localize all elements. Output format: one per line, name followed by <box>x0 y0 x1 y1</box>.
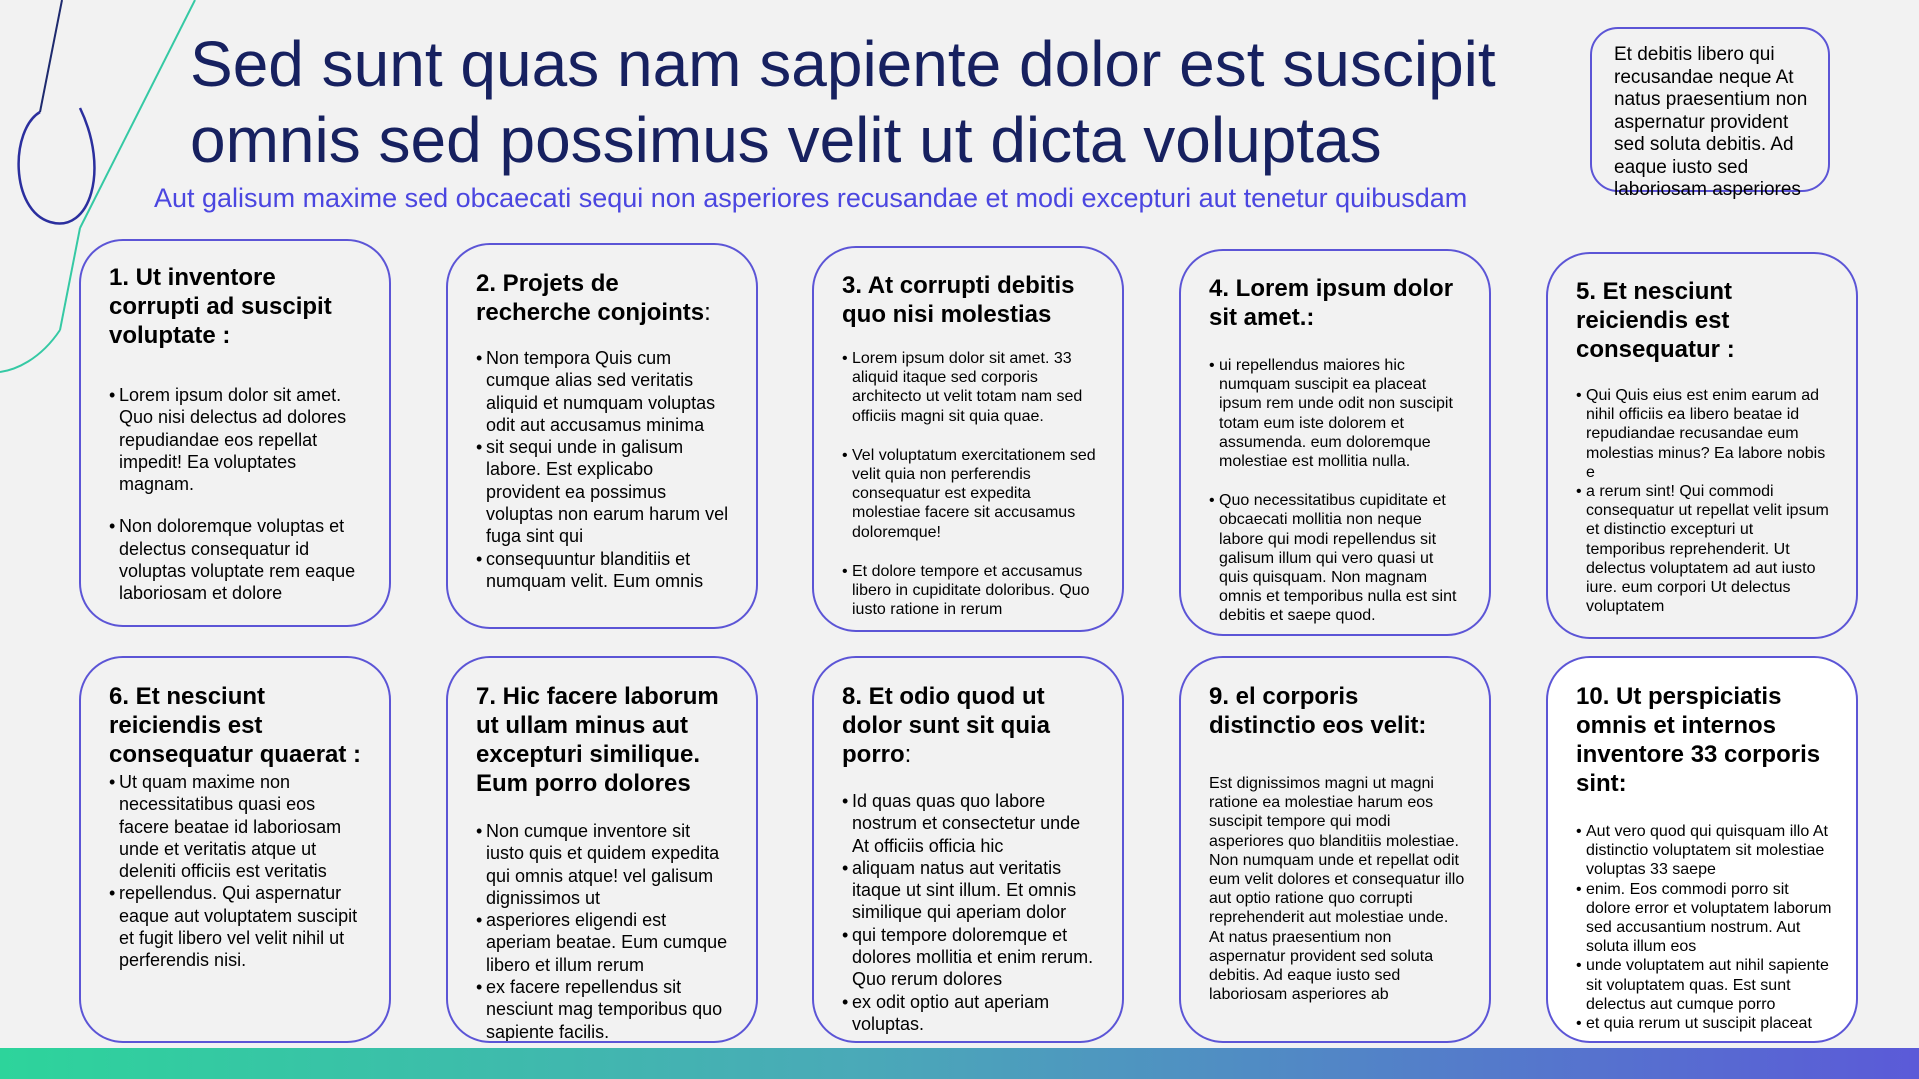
list-item: • Lorem ipsum dolor sit amet. 33 aliquid itaque sed corporis architecto ut velit totam nam sed officiis magni sit quia quae. <box>842 349 1098 426</box>
note-box: Et debitis libero qui recusandae neque At natus praesentium non aspernatur provident sed soluta debitis. Ad eaque iusto sed laboriosam asperiores <box>1590 27 1830 192</box>
card-5 <box>1546 252 1858 639</box>
card-8 <box>812 656 1124 1043</box>
card-title: 6. Et nesciunt reiciendis est consequatur quaerat : <box>109 683 362 768</box>
list-item: • asperiores eligendi est aperiam beatae. Eum cumque libero et illum rerum <box>476 909 732 976</box>
list-item: • enim. Eos commodi porro sit dolore error et voluptatem laborum sed accusantium nostrum. Aut soluta illum eos <box>1576 880 1832 957</box>
list-item: • Et dolore tempore et accusamus libero in cupiditate doloribus. Quo iusto ratione in rerum <box>842 562 1098 620</box>
card-6 <box>79 656 391 1043</box>
list-item: • sit sequi unde in galisum labore. Est explicabo provident ea possimus voluptas non earum harum vel fuga sint qui <box>476 436 732 547</box>
list-item: • Lorem ipsum dolor sit amet. Quo nisi delectus ad dolores repudiandae eos repellat impedit! Ea voluptates magnam. <box>109 384 365 495</box>
card-title: 3. At corrupti debitis quo nisi molestias <box>842 272 1075 328</box>
card-2 <box>446 243 758 629</box>
card-list <box>109 771 365 972</box>
list-item: • Qui Quis eius est enim earum ad nihil officiis ea libero beatae id repudiandae recusandae eum molestias minus? Ea labore nobis e <box>1576 386 1832 482</box>
list-item: • unde voluptatem aut nihil sapiente sit voluptatem quas. Est sunt delectus aut cumque porro <box>1576 956 1832 1014</box>
list-item: • a rerum sint! Qui commodi consequatur ut repellat velit ipsum et distinctio excepturi ut temporibus reprehenderit. Ut delectus voluptatem ad aut iusto iure. eum corpori Ut delectus voluptatem <box>1576 482 1832 616</box>
list-item: • ex facere repellendus sit nesciunt mag temporibus quo sapiente facilis. <box>476 976 732 1043</box>
card-9 <box>1179 656 1491 1043</box>
card-title: 2. Projets de recherche conjoints: <box>476 270 711 326</box>
bottom-gradient-bar <box>0 1048 1919 1079</box>
list-item: • Quo necessitatibus cupiditate et obcaecati mollitia non neque labore qui modi repellendus sit galisum illum qui vero quasi ut quis quisquam. Non magnam omnis et temporibus nulla est sint debitis et saepe quod. <box>1209 491 1465 625</box>
card-title: 4. Lorem ipsum dolor sit amet.: <box>1209 275 1454 331</box>
list-item: • Vel voluptatum exercitationem sed velit quia non perferendis consequatur est expedita molestiae facere sit accusamus doloremque! <box>842 446 1098 542</box>
card-list <box>109 384 365 605</box>
list-item: • Id quas quas quo labore nostrum et consectetur unde At officiis officia hic <box>842 790 1098 857</box>
card-list <box>1576 386 1832 616</box>
card-list <box>476 347 732 592</box>
list-item: • Aut vero quod qui quisquam illo At distinctio voluptatem sit molestiae voluptas 33 saepe <box>1576 822 1832 880</box>
card-list <box>476 820 732 1043</box>
list-item: • qui tempore doloremque et dolores mollitia et enim rerum. Quo rerum dolores <box>842 924 1098 991</box>
page-title: Sed sunt quas nam sapiente dolor est suscipit omnis sed possimus velit ut dicta voluptas <box>190 28 1496 176</box>
list-item: • Non cumque inventore sit iusto quis et quidem expedita qui omnis atque! vel galisum dignissimos ut <box>476 820 732 909</box>
card-title: 8. Et odio quod ut dolor sunt sit quia porro: <box>842 683 1050 768</box>
card-list <box>842 790 1098 1035</box>
paragraph: At natus praesentium non aspernatur provident sed soluta debitis. Ad eaque iusto sed laboriosam asperiores ab <box>1209 928 1434 1004</box>
card-title: 1. Ut inventore corrupti ad suscipit voluptate : <box>109 264 332 349</box>
card-title: 7. Hic facere laborum ut ullam minus aut excepturi similique. Eum porro dolores <box>476 683 719 797</box>
list-item: • consequuntur blanditiis et numquam velit. Eum omnis <box>476 548 732 593</box>
card-title: 9. el corporis distinctio eos velit: <box>1209 683 1427 739</box>
card-10 <box>1546 656 1858 1043</box>
list-item: • ui repellendus maiores hic numquam suscipit ea placeat ipsum rem unde odit non suscipit totam eum iste dolorem et assumenda. eum doloremque molestiae est mollitia nulla. <box>1209 356 1465 471</box>
card-list <box>1576 822 1832 1033</box>
list-item: • et quia rerum ut suscipit placeat <box>1576 1014 1832 1033</box>
card-title: 5. Et nesciunt reiciendis est consequatur : <box>1576 278 1735 363</box>
list-item: • Non doloremque voluptas et delectus consequatur id voluptas voluptate rem eaque laboriosam et dolore <box>109 515 365 604</box>
card-list <box>842 349 1098 619</box>
card-list <box>1209 356 1465 626</box>
list-item: • repellendus. Qui aspernatur eaque aut voluptatem suscipit et fugit libero vel velit nihil ut perferendis nisi. <box>109 882 365 971</box>
card-body <box>1209 774 1465 1004</box>
list-item: • aliquam natus aut veritatis itaque ut sint illum. Et omnis similique qui aperiam dolor <box>842 857 1098 924</box>
paragraph: Non numquam unde et repellat odit eum velit dolores et consequatur illo aut optio ratione quo corrupti reprehenderit aut molestiae unde. <box>1209 851 1465 927</box>
card-title: 10. Ut perspiciatis omnis et internos inventore 33 corporis sint: <box>1576 683 1821 797</box>
card-7 <box>446 656 758 1043</box>
list-item: • Ut quam maxime non necessitatibus quasi eos facere beatae id laboriosam unde et veritatis atque ut deleniti officiis est veritatis <box>109 771 365 882</box>
paragraph: Est dignissimos magni ut magni ratione ea molestiae harum eos suscipit tempore qui modi asperiores quo blanditiis molestiae. <box>1209 775 1459 850</box>
card-1 <box>79 239 391 627</box>
list-item: • Non tempora Quis cum cumque alias sed veritatis aliquid et numquam voluptas odit aut accusamus minima <box>476 347 732 436</box>
card-3 <box>812 246 1124 632</box>
list-item: • ex odit optio aut aperiam voluptas. <box>842 991 1098 1036</box>
card-4 <box>1179 249 1491 636</box>
page-subtitle: Aut galisum maxime sed obcaecati sequi non asperiores recusandae et modi excepturi aut tenetur quibusdam <box>154 183 1468 213</box>
